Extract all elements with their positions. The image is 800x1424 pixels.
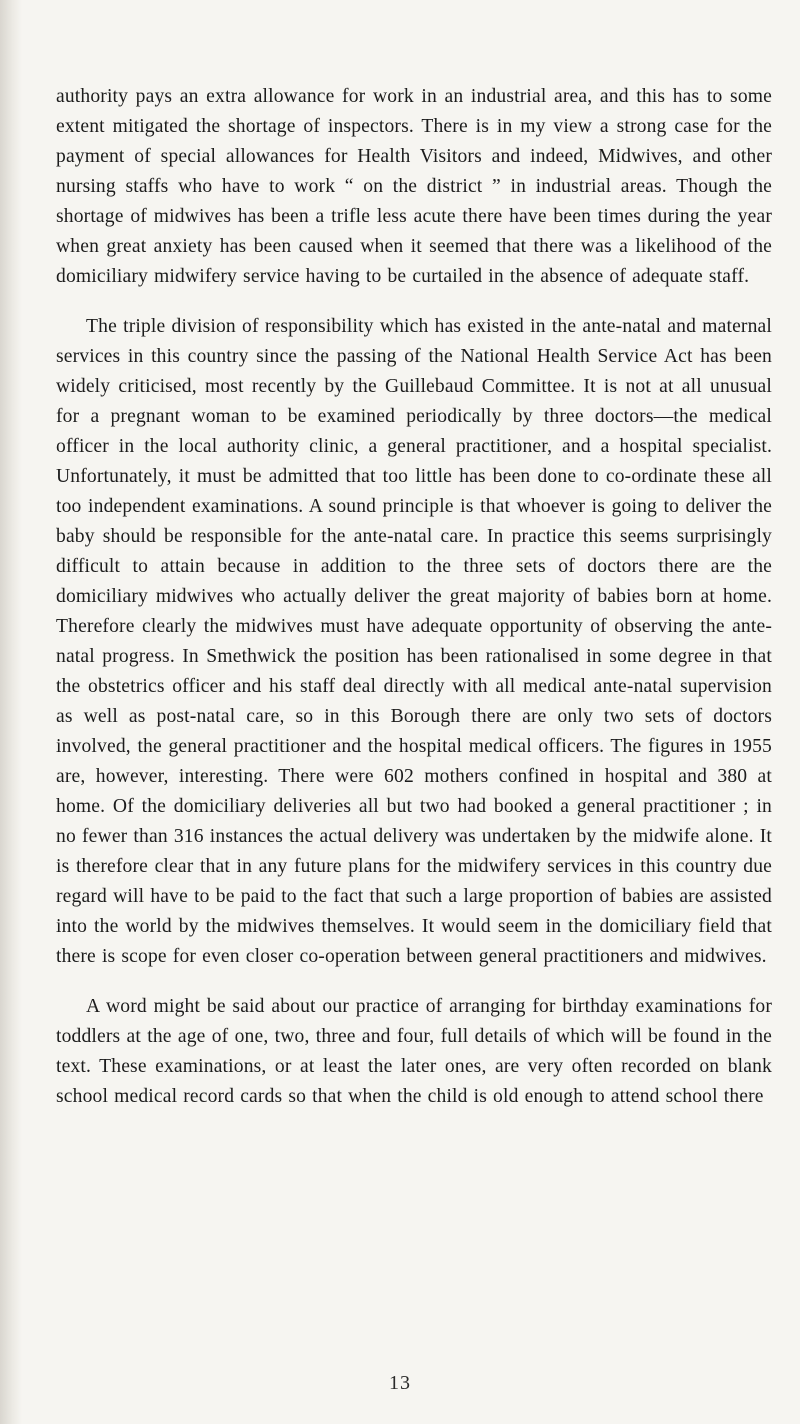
paragraph-birthday-examinations: A word might be said about our practice of arranging for birthday examinations for toddlers at the age of one, two, three and four, full details of which will be found in the text. These examinations, or at least the later ones, are very often recorded on blank school medical record cards so that when the child is old enough to attend school there [56,996,772,1107]
document-page [56,82,772,1112]
page-number: 13 [389,1372,411,1394]
paragraph-staffing-allowances: authority pays an extra allowance for work in an industrial area, and this has to some extent mitigated the shortage of inspectors. There is in my view a strong case for the payment of special allowances for Health Visitors and indeed, Midwives, and other nursing staffs who have to work “ on the district ” in industrial areas. Though the shortage of midwives has been a trifle less acute there have been times during the year when great anxiety has been caused when it seemed that there was a likelihood of the domiciliary midwifery service having to be curtailed in the absence of adequate staff. [56,86,772,287]
paragraph-ante-natal-services: The triple division of responsibility which has existed in the ante-natal and maternal services in this country since the passing of the National Health Service Act has been widely criticised, most recently by the Guillebaud Committee. It is not at all unusual for a pregnant woman to be examined periodically by three doctors—the medical officer in the local authority clinic, a general practitioner, and a hospital specialist. Unfortunately, it must be admitted that too little has been done to co-ordinate these all too independent examinations. A sound principle is that whoever is going to deliver the baby should be responsible for the ante-natal care. In practice this seems surprisingly difficult to attain because in addition to the three sets of doctors there are the domiciliary midwives who actually deliver the great majority of babies born at home. Therefore clearly the midwives must have adequate opportunity of observing the ante-natal progress. In Smethwick the position has been rationalised in some degree in that the obstetrics officer and his staff deal directly with all medical ante-natal supervision as well as post-natal care, so in this Borough there are only two sets of doctors involved, the general practitioner and the hospital medical officers. The figures in 1955 are, however, interesting. There were 602 mothers confined in hospital and 380 at home. Of the domiciliary deliveries all but two had booked a general practitioner ; in no fewer than 316 instances the actual delivery was undertaken by the midwife alone. It is therefore clear that in any future plans for the midwifery services in this country due regard will have to be paid to the fact that such a large proportion of babies are assisted into the world by the midwives themselves. It would seem in the domiciliary field that there is scope for even closer co-operation between general practitioners and midwives. [56,316,772,967]
page-gutter-shadow [0,0,22,1424]
